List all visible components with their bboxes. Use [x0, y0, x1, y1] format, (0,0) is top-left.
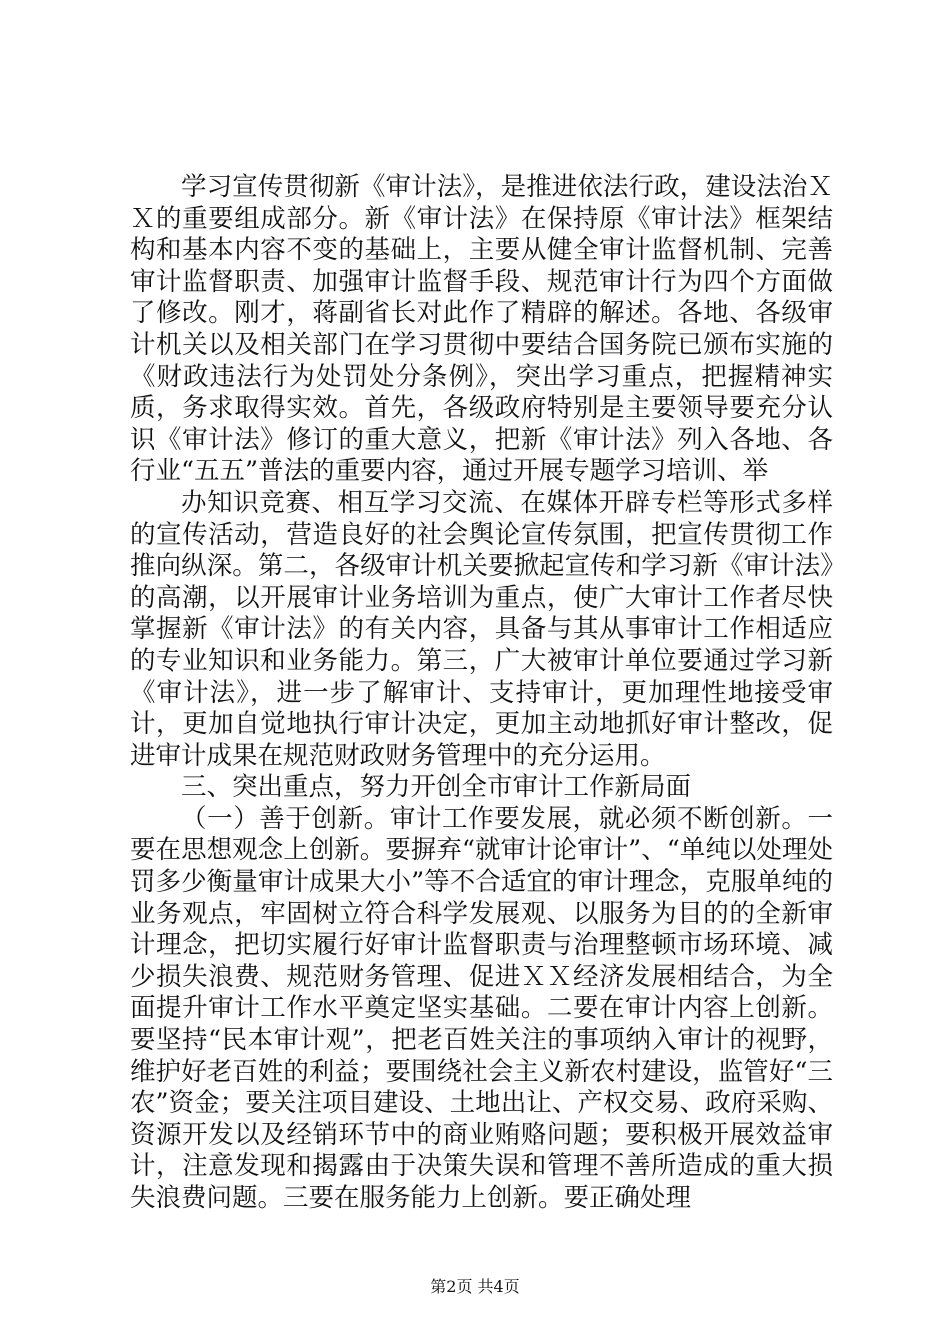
page-footer: [0, 1274, 950, 1297]
paragraph-audit-law-study: 学习宣传贯彻新《审计法》，是推进依法行政，建设法治ＸＸ的重要组成部分。新《审计法》在保持原《审计法》框架结构和基本内容不变的基础上，主要从健全审计监督机制、完善审计监督职责、加强审计监督手段、规范审计行为四个方面做了修改。刚才，蒋副省长对此作了精辟的解述。各地、各级审计机关以及相关部门在学习贯彻中要结合国务院已颁布实施的《财政违法行为处罚处分条例》，突出学习重点，把握精神实质，务求取得实效。首先，各级政府特别是主要领导要充分认识《审计法》修订的重大意义，把新《审计法》列入各地、各行业“五五”普法的重要内容，通过开展专题学习培训、举: [130, 172, 833, 487]
paragraph-knowledge-contest: 办知识竞赛、相互学习交流、在媒体开辟专栏等形式多样的宣传活动，营造良好的社会舆论宣传氛围，把宣传贯彻工作推向纵深。第二，各级审计机关要掀起宣传和学习新《审计法》的高潮，以开展审计业务培训为重点，使广大审计工作者尽快掌握新《审计法》的有关内容，具备与其从事审计工作相适应的专业知识和业务能力。第三，广大被审计单位要通过学习新《审计法》，进一步了解审计、支持审计，更加理性地接受审计，更加自觉地执行审计决定，更加主动地抓好审计整改，促进审计成果在规范财政财务管理中的充分运用。: [130, 487, 833, 771]
page-indicator: 第2页 共4页: [430, 1277, 520, 1296]
section-heading-three: 三、突出重点，努力开创全市审计工作新局面: [181, 772, 692, 803]
document-body: [130, 172, 833, 1215]
paragraph-innovation: （一）善于创新。审计工作要发展，就必须不断创新。一要在思想观念上创新。要摒弃“就审计论审计”、“单纯以处理处罚多少衡量审计成果大小”等不合适宜的审计理念，克服单纯的业务观点，牢固树立符合科学发展观、以服务为目的的全新审计理念，把切实履行好审计监督职责与治理整顿市场环境、减少损失浪费、规范财务管理、促进ＸＸ经济发展相结合，为全面提升审计工作水平奠定坚实基础。二要在审计内容上创新。要坚持“民本审计观”，把老百姓关注的事项纳入审计的视野，维护好老百姓的利益；要围绕社会主义新农村建设，监管好“三农”资金；要关注项目建设、土地出让、产权交易、政府采购、资源开发以及经销环节中的商业贿赂问题；要积极开展效益审计，注意发现和揭露由于决策失误和管理不善所造成的重大损失浪费问题。三要在服务能力上创新。要正确处理: [130, 803, 833, 1213]
